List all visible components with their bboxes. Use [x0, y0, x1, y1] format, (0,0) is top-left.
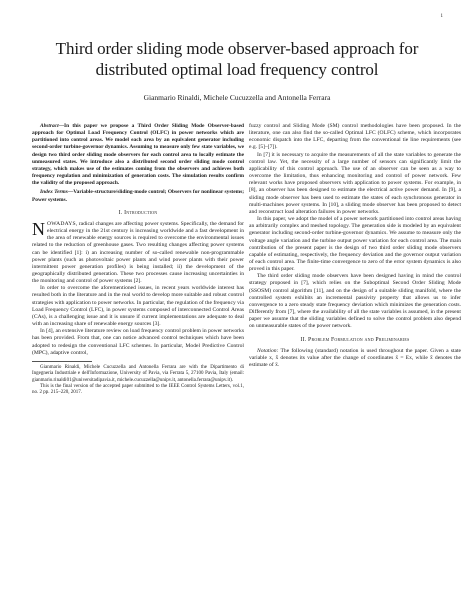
- intro-paragraph-1-text: , radical changes are affecting power systems. Specifically, the demand for electrical energy in the 21st century is increasing worldwide and a fast development in the area of renewable energy sources is required to overcome the environmental issues related to the reduction of greenhouse gases. Two resulting changes affecting power systems can be identified [1]: i) an increasing number of so-called renewable non-programmable power plants (such as photovoltaic power plants and wind power plants with their power intermittent power generation profiles) is being installed; ii) the development of the geographically distributed generation. These two processes cause increasing uncertainties in the monitoring and control of power systems [2].: [32, 220, 244, 285]
- index-terms-lead: Index Terms: [40, 189, 68, 196]
- paper-authors: Gianmario Rinaldi, Michele Cucuzzella and Antonella Ferrara: [143, 93, 331, 102]
- notation-paragraph: [249, 348, 461, 369]
- right-paragraph-3: In this paper, we adopt the model of a power network partitioned into control areas having an arbitrarily complex and meshed topology. The generation side is modeled by an equivalent generator including second-order turbine-governor dynamics. We assume to measure only the voltage angle variation and the turbine output power variation for each control area. The main contribution of the present paper is the design of two third order sliding mode observers capable of estimating, respectively, the frequency deviation and the governor output variation of each control area. The finite-time convergence to zero of the error system dynamics is also proved in this paper.: [249, 216, 461, 273]
- right-paragraph-4: The third order sliding mode observers have been designed having in mind the control strategy proposed in [7], which relies on the Suboptimal Second Order Sliding Mode (SSOSM) control algorithm [11], and on the design of a suitable sliding manifold, where the controlled system exhibits an incremental passivity property that allows us to infer convergence to a zero steady state frequency deviation which minimizes the generation costs. Differently from [7], where the availability of all the state variables is assumed, in the present paper we assume that the sliding variables defined to solve the control problem also depend on unmeasurable states of the power network.: [249, 273, 461, 330]
- intro-paragraph-3: In [4], an extensive literature review on load frequency control problem in power networks has been provided. From that, one can notice advanced control techniques which have been adopted to redesign the conventional LFC schemes. In particular, Model Predictive Control (MPC), adaptive control,: [32, 328, 244, 356]
- footnote-affiliation: Gianmario Rinaldi, Michele Cucuzzella and Antonella Ferrara are with the Dipartimento di Ingegneria Industriale e dell'Informazione, University of Pavia, via Ferrata 5, 27100 Pavia, Italy (email: gianmario.rinaldi01@universitadipavia.it, michele.cucuzzella@unipv.it, antonella.ferrara@unipv.it).: [32, 364, 244, 383]
- dropcap-letter: N: [32, 218, 45, 239]
- paper-title: Third order sliding mode observer-based approach for distributed optimal load frequency control: [55, 39, 419, 79]
- intro-first-word: OWADAYS: [47, 220, 76, 227]
- abstract-lead: Abstract: [40, 123, 59, 129]
- footnote-version: This is the final version of the accepted paper submitted to the IEEE Control Systems Letters, vol.1, no. 2 pp. 215–220, 2017.: [32, 384, 244, 396]
- page-number: 1: [440, 14, 443, 19]
- section-heading-introduction: I. Introduction: [118, 209, 158, 216]
- notation-text: The following (standard) notation is used throughout the paper. Given a state variable x, x̂ denotes its value after the change of coordinates x̄ = Ex, while x̃ denotes the estimate of x̄.: [249, 347, 461, 368]
- abstract-text: —In this paper we propose a Third Order Sliding Mode Observer-based approach for Optimal Load Frequency Control (OLFC) in power networks which are partitioned into control areas. We model each area by an equivalent generator including second-order turbine-governor dynamics. Assuming to measure only few state variables, we design two third order sliding mode observers for each control area to locally estimate the unmeasured states. We introduce also a distributed second order sliding mode control strategy, which makes use of the estimates coming from the observers and achieves both frequency regulation and minimization of generation costs. The simulation results confirm the validity of the proposed approach.: [32, 123, 244, 187]
- intro-paragraph-2: In order to overcome the aforementioned issues, in recent years worldwide interest has resulted both in the literature and in the real world to develop more suitable and robust control strategies with application to power networks. In particular, the regulation of the frequency via Load Frequency Control (LFC), in power systems composed of interconnected Control Areas (CAs), is a challenging issue and it is unsure if current implementations are adequate to deal with an increasing share of renewable energy sources [3].: [32, 285, 244, 328]
- section-heading-problem-formulation: II. Problem Formulation and Preliminaries: [300, 336, 410, 343]
- right-paragraph-1: fuzzy control and Sliding Mode (SM) control methodologies have been proposed. In the literature, one can also find the so-called Optimal LFC (OLFC) scheme, which incorporates economic dispatch into the LFC, departing from the conventional tie line requirements (see e.g. [5]–[7]).: [249, 123, 461, 151]
- footnote-rule: [32, 361, 92, 362]
- index-terms: [32, 189, 244, 203]
- right-column: [249, 123, 461, 369]
- intro-paragraph-1: [32, 218, 244, 285]
- abstract: [32, 123, 244, 187]
- left-column: [32, 123, 244, 397]
- right-paragraph-2: In [7] it is necessary to acquire the measurements of all the state variables to generate the control law. Yet, the necessity of a large number of sensors can significantly limit the applicability of this control approach. The use of an observer can be seen as a way to overcome the limitation, thus enhancing monitoring and control of power network. Few relevant works have proposed observers with application to power systems. For example, in [8], an observer has been designed to estimate the electrical active power demand. In [9], a sliding mode observer has been used to estimate the states of each synchronous generator in multi-machines power systems. In [10], a sliding mode observer has been proposed to detect and reconstruct load alteration failures in power networks.: [249, 151, 461, 215]
- notation-lead: Notation:: [257, 347, 279, 354]
- index-terms-text: —Variable-structure/sliding-mode control; Observers for nonlinear systems; Power systems.: [32, 189, 244, 203]
